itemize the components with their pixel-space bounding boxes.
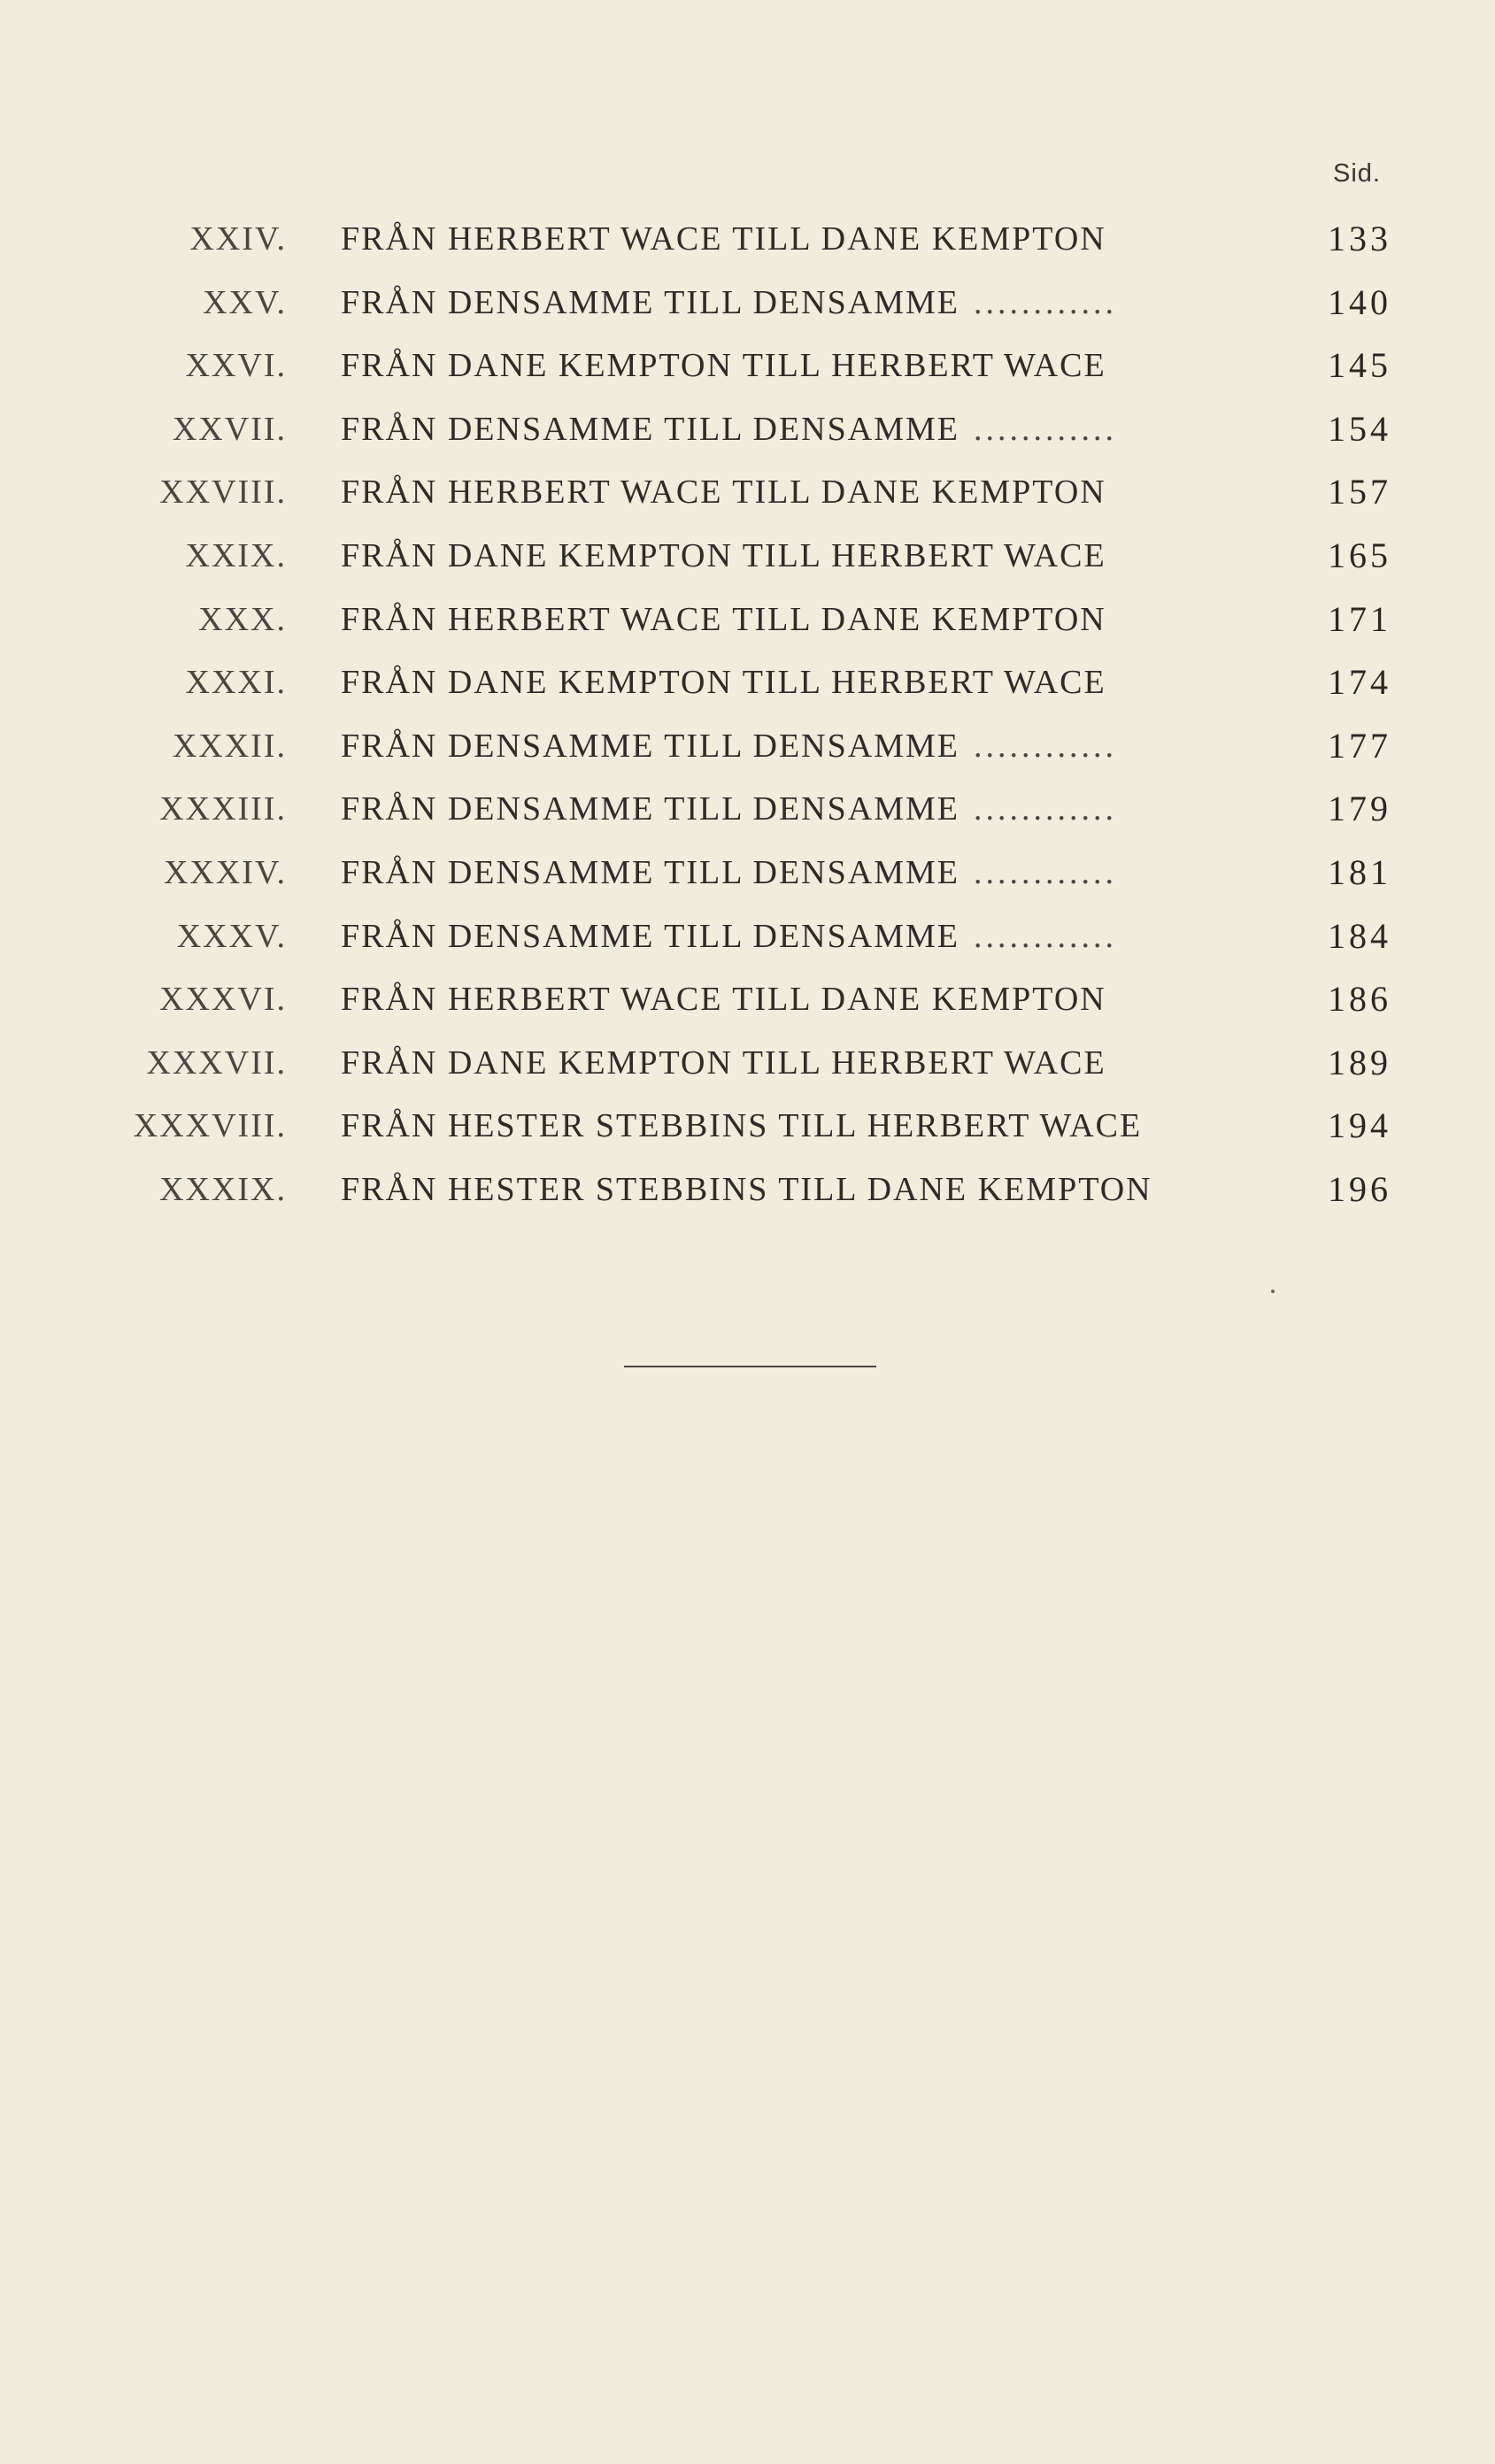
page-number: 179 xyxy=(1328,789,1391,829)
dot-leader: ............ xyxy=(973,853,1117,891)
chapter-numeral: XXXIX. xyxy=(159,1170,287,1208)
chapter-numeral: XXVI. xyxy=(185,347,287,385)
chapter-numeral: XXXVIII. xyxy=(133,1107,287,1145)
toc-row xyxy=(0,782,1495,846)
page-number: 177 xyxy=(1328,725,1391,766)
chapter-entry xyxy=(341,473,1275,512)
chapter-numeral: XXXVII. xyxy=(146,1043,287,1082)
toc-row xyxy=(0,212,1495,276)
chapter-title: FRÅN HERBERT WACE TILL DANE KEMPTON xyxy=(341,600,1106,638)
chapter-numeral: XXXIV. xyxy=(163,853,287,891)
chapter-numeral: XXXIII. xyxy=(159,790,287,828)
page-number: 145 xyxy=(1328,345,1391,386)
page-column-header: Sid. xyxy=(1333,159,1381,188)
page-number: 196 xyxy=(1328,1168,1391,1209)
chapter-title: FRÅN DENSAMME TILL DENSAMME xyxy=(341,917,959,955)
chapter-entry xyxy=(341,980,1275,1019)
chapter-entry xyxy=(341,410,1275,449)
chapter-numeral: XXXII. xyxy=(172,727,287,765)
chapter-entry xyxy=(341,789,1275,828)
dot-leader: ............ xyxy=(973,727,1117,765)
toc-row xyxy=(0,593,1495,657)
chapter-numeral: XXX. xyxy=(198,600,287,638)
toc-row xyxy=(0,1099,1495,1163)
dot-leader: ............ xyxy=(973,410,1117,448)
page-number: 184 xyxy=(1328,915,1391,956)
chapter-title: FRÅN HESTER STEBBINS TILL DANE KEMPTON xyxy=(341,1170,1152,1208)
dot-leader: ............ xyxy=(973,790,1117,828)
chapter-numeral: XXXV. xyxy=(176,917,287,955)
chapter-entry xyxy=(341,219,1275,258)
toc-row xyxy=(0,403,1495,466)
end-rule-divider xyxy=(624,1366,876,1367)
page-number: 157 xyxy=(1328,472,1391,512)
page-number: 140 xyxy=(1328,281,1391,322)
chapter-numeral: XXVIII. xyxy=(159,474,287,512)
chapter-entry xyxy=(341,917,1275,956)
dot-leader: ............ xyxy=(973,917,1117,955)
chapter-title: FRÅN DENSAMME TILL DENSAMME xyxy=(341,410,959,448)
table-of-contents xyxy=(0,212,1495,1227)
chapter-title: FRÅN DANE KEMPTON TILL HERBERT WACE xyxy=(341,536,1106,574)
chapter-title: FRÅN DENSAMME TILL DENSAMME xyxy=(341,790,959,828)
page-number: 165 xyxy=(1328,535,1391,575)
chapter-entry xyxy=(341,1106,1275,1145)
chapter-entry xyxy=(341,727,1275,766)
toc-row xyxy=(0,1036,1495,1100)
chapter-numeral: XXIV. xyxy=(189,220,287,258)
chapter-title: FRÅN HESTER STEBBINS TILL HERBERT WACE xyxy=(341,1107,1143,1145)
toc-row xyxy=(0,1163,1495,1227)
toc-row xyxy=(0,276,1495,340)
page-number: 181 xyxy=(1328,851,1391,892)
chapter-entry xyxy=(341,283,1275,322)
chapter-title: FRÅN DANE KEMPTON TILL HERBERT WACE xyxy=(341,1043,1106,1082)
chapter-numeral: XXVII. xyxy=(172,410,287,448)
paper-speck xyxy=(1271,1290,1275,1293)
page-number: 186 xyxy=(1328,979,1391,1020)
toc-row xyxy=(0,846,1495,910)
chapter-title: FRÅN DENSAMME TILL DENSAMME xyxy=(341,853,959,891)
chapter-title: FRÅN DENSAMME TILL DENSAMME xyxy=(341,727,959,765)
chapter-title: FRÅN DANE KEMPTON TILL HERBERT WACE xyxy=(341,347,1106,385)
toc-row xyxy=(0,656,1495,720)
page-number: 171 xyxy=(1328,598,1391,639)
chapter-title: FRÅN HERBERT WACE TILL DANE KEMPTON xyxy=(341,220,1106,258)
page-number: 194 xyxy=(1328,1105,1391,1146)
chapter-title: FRÅN HERBERT WACE TILL DANE KEMPTON xyxy=(341,474,1106,512)
chapter-entry xyxy=(341,1043,1275,1082)
chapter-entry xyxy=(341,663,1275,702)
chapter-title: FRÅN HERBERT WACE TILL DANE KEMPTON xyxy=(341,981,1106,1019)
chapter-title: FRÅN DENSAMME TILL DENSAMME xyxy=(341,283,959,321)
chapter-entry xyxy=(341,1170,1275,1209)
page-number: 174 xyxy=(1328,662,1391,703)
toc-row xyxy=(0,529,1495,593)
toc-row xyxy=(0,973,1495,1036)
page-number: 154 xyxy=(1328,408,1391,449)
toc-row xyxy=(0,466,1495,529)
page-number: 189 xyxy=(1328,1042,1391,1082)
dot-leader: ............ xyxy=(973,283,1117,321)
toc-row xyxy=(0,910,1495,974)
page-number: 133 xyxy=(1328,219,1391,258)
chapter-numeral: XXXVI. xyxy=(159,981,287,1019)
chapter-numeral: XXV. xyxy=(203,283,287,321)
chapter-entry xyxy=(341,536,1275,575)
toc-row xyxy=(0,339,1495,403)
chapter-numeral: XXXI. xyxy=(185,664,287,702)
chapter-title: FRÅN DANE KEMPTON TILL HERBERT WACE xyxy=(341,664,1106,702)
toc-row xyxy=(0,720,1495,783)
chapter-entry xyxy=(341,853,1275,892)
chapter-numeral: XXIX. xyxy=(185,536,287,574)
chapter-entry xyxy=(341,346,1275,385)
chapter-entry xyxy=(341,600,1275,639)
